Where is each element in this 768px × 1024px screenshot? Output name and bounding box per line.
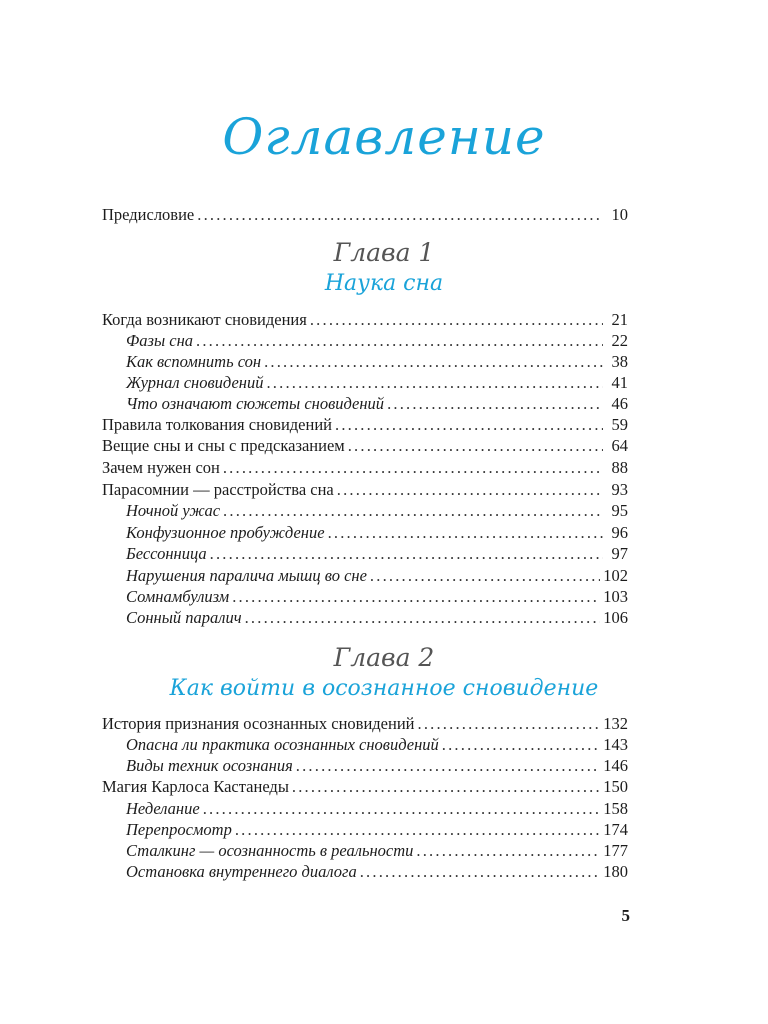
entry-title: Парасомнии — расстройства сна	[102, 480, 334, 499]
entry-page: 146	[603, 756, 628, 775]
entry-page: 103	[603, 587, 628, 606]
entry-title: Остановка внутреннего диалога	[126, 862, 357, 881]
entry-page: 38	[611, 352, 628, 371]
entry-page: 177	[603, 841, 628, 860]
entry-page: 22	[611, 331, 628, 350]
entry-page: 158	[603, 799, 628, 818]
entry-title: Предисловие	[102, 205, 195, 224]
toc-entry	[102, 309, 628, 330]
dot-leader	[292, 776, 600, 797]
entry-page: 21	[611, 310, 628, 329]
dot-leader	[310, 309, 603, 330]
dot-leader	[232, 586, 600, 607]
toc-subentry	[126, 393, 628, 414]
toc-subentry	[126, 819, 628, 840]
chapter-title: Как войти в осознанное сновидение	[169, 676, 599, 701]
entry-title: Неделание	[126, 799, 200, 818]
toc-subentry	[126, 372, 628, 393]
dot-leader	[348, 435, 603, 456]
entry-title: Зачем нужен сон	[102, 458, 220, 477]
toc-subentry	[126, 798, 628, 819]
dot-leader	[210, 543, 603, 564]
entry-page: 93	[611, 480, 628, 499]
toc-subentry	[126, 543, 628, 564]
dot-leader	[370, 565, 600, 586]
entry-title: Сомнамбулизм	[126, 587, 230, 606]
dot-leader	[360, 861, 601, 882]
entry-page: 180	[603, 862, 628, 881]
toc-subentry	[126, 522, 628, 543]
entry-title: Опасна ли практика осознанных сновидений	[126, 735, 439, 754]
toc-entry	[102, 713, 628, 734]
entry-page: 174	[603, 820, 628, 839]
entry-title: Виды техник осознания	[126, 756, 293, 775]
toc-subentry	[126, 330, 628, 351]
entry-title: Бессонница	[126, 544, 207, 563]
entry-page: 97	[611, 544, 628, 563]
dot-leader	[337, 479, 603, 500]
dot-leader	[296, 755, 600, 776]
dot-leader	[245, 607, 601, 628]
toc-subentry	[126, 607, 628, 628]
entry-title: Конфузионное пробуждение	[126, 523, 325, 542]
toc-entry	[102, 435, 628, 456]
dot-leader	[335, 414, 603, 435]
dot-leader	[203, 798, 601, 819]
toc-entry	[102, 414, 628, 435]
entry-page: 143	[603, 735, 628, 754]
toc-subentry	[126, 500, 628, 521]
toc-subentry	[126, 861, 628, 882]
chapter-number: Глава 2	[333, 643, 435, 672]
toc-entry	[102, 479, 628, 500]
dot-leader	[264, 351, 603, 372]
entry-title: Что означают сюжеты сновидений	[126, 394, 385, 413]
entry-title: История признания осознанных сновидений	[102, 714, 415, 733]
dot-leader	[266, 372, 603, 393]
entry-page: 96	[611, 523, 628, 542]
entry-title: Фазы сна	[126, 331, 194, 350]
toc-entry-preface	[102, 204, 628, 225]
entry-title: Ночной ужас	[126, 501, 221, 520]
toc-subentry	[126, 755, 628, 776]
dot-leader	[196, 330, 603, 351]
entry-page: 41	[611, 373, 628, 392]
entry-title: Перепросмотр	[126, 820, 232, 839]
entry-title: Сонный паралич	[126, 608, 242, 627]
dot-leader	[328, 522, 603, 543]
entry-page: 150	[603, 777, 628, 796]
entry-title: Как вспомнить сон	[126, 352, 262, 371]
toc-entry	[102, 776, 628, 797]
chapter-number: Глава 1	[333, 238, 435, 267]
dot-leader	[197, 204, 603, 225]
chapter-title: Наука сна	[324, 271, 444, 296]
entry-title: Нарушения паралича мышц во сне	[126, 566, 367, 585]
toc-subentry	[126, 840, 628, 861]
entry-page: 46	[611, 394, 628, 413]
entry-page: 132	[603, 714, 628, 733]
toc-subentry	[126, 734, 628, 755]
toc-subentry	[126, 351, 628, 372]
dot-leader	[387, 393, 603, 414]
toc-title: Оглавление	[222, 108, 546, 166]
entry-page: 59	[611, 415, 628, 434]
page-number: 5	[621, 906, 630, 925]
entry-page: 95	[611, 501, 628, 520]
entry-page: 106	[603, 608, 628, 627]
entry-page: 88	[611, 458, 628, 477]
dot-leader	[223, 500, 603, 521]
entry-title: Сталкинг — осознанность в реальности	[126, 841, 414, 860]
entry-page: 64	[611, 436, 628, 455]
dot-leader	[235, 819, 600, 840]
dot-leader	[223, 457, 603, 478]
entry-title: Когда возникают сновидения	[102, 310, 307, 329]
entry-title: Магия Карлоса Кастанеды	[102, 777, 289, 796]
dot-leader	[442, 734, 600, 755]
toc-subentry	[126, 586, 628, 607]
dot-leader	[418, 713, 601, 734]
toc-entry	[102, 457, 628, 478]
dot-leader	[416, 840, 600, 861]
entry-title: Вещие сны и сны с предсказанием	[102, 436, 345, 455]
entry-page: 10	[611, 205, 628, 224]
toc-subentry	[126, 565, 628, 586]
entry-page: 102	[603, 566, 628, 585]
entry-title: Правила толкования сновидений	[102, 415, 332, 434]
entry-title: Журнал сновидений	[126, 373, 264, 392]
